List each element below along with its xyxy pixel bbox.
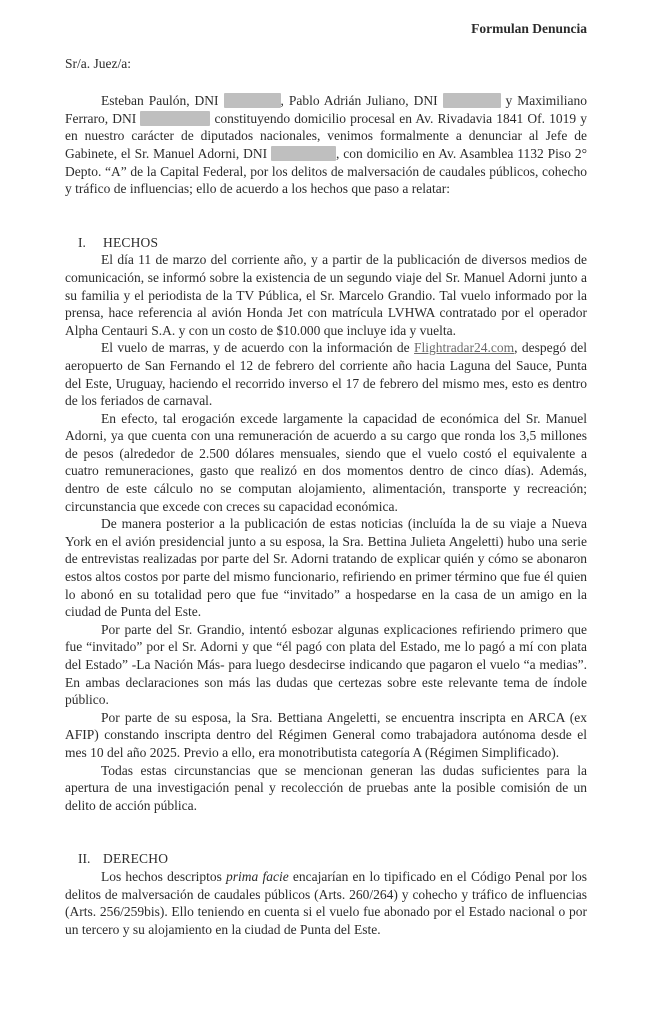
paragraph-hechos-6: Por parte de su esposa, la Sra. Bettiana Angeletti, se encuentra inscripta en ARCA (ex AFIP) constando inscripta dentro del Régimen General como trabajadora autónoma desde el mes 10 del año 2025. Previo a ello, era monotributista categoría A (Régimen Simplificado).	[65, 709, 587, 760]
section-heading-derecho	[65, 850, 587, 868]
salutation: Sr/a. Juez/a:	[65, 55, 131, 71]
derecho-text-run: encajarían en lo tipificado en el Código Penal por los delitos de malversación de caudales públicos (Arts. 260/264) y cohecho y tráfico de influencias (Arts. 256/259bis). Ello teniendo en cuenta si el vuelo fue abonado por el Estado nacional o por un tercero y su alojamiento en la ciudad de Punta del Este.	[65, 868, 588, 937]
paragraph-hechos-7: Todas estas circunstancias que se mencionan generan las dudas suficientes para la apertura de una investigación penal y recolección de pruebas ante la posible comisión de un delito de acción pública.	[65, 762, 587, 813]
document-title: Formulan Denuncia	[471, 21, 587, 36]
redaction-box-dni-juliano	[443, 93, 501, 108]
section-label: HECHOS	[103, 234, 159, 250]
section-number: II.	[78, 851, 91, 867]
paragraph-derecho-1	[65, 868, 587, 938]
intro-text-run: , Pablo Adrián Juliano, DNI	[280, 93, 443, 109]
section-heading-hechos	[65, 234, 587, 252]
section-label: DERECHO	[103, 851, 169, 867]
paragraph-hechos-flight	[65, 339, 587, 409]
redaction-box-dni-adorni	[271, 146, 336, 161]
flightradar-link[interactable]: Flightradar24.com	[414, 340, 515, 356]
redaction-box-dni-paulon	[224, 93, 281, 108]
intro-text-run: constituyendo domicilio procesal en Av. Rivadavia 1841 Of. 1019 y en nuestro carácter de diputados nacionales, venimos formalmente a denunciar al Jefe de Gabinete, el Sr. Manuel Adorni, DNI	[65, 110, 587, 161]
paragraph-hechos-4: De manera posterior a la publicación de estas noticias (incluída la de su viaje a Nueva York en el avión presidencial junto a su esposa, la Sra. Bettina Julieta Angeletti) hubo una serie de entrevistas realizadas por parte del Sr. Adorni tratando de explicar quién y cómo se abonaron estos altos costos por parte del mismo funcionario, refiriendo en primer término que fue él quien lo abonó en su totalidad pero que fue “invitado” a hospedarse en la casa de un amigo en la ciudad de Punta del Este.	[65, 516, 587, 620]
paragraph-hechos-5: Por parte del Sr. Grandio, intentó esbozar algunas explicaciones refiriendo primero que fue “invitado” por el Sr. Adorni y que “él pagó con plata del Estado, me lo pagó a mí con plata del Estado” -La Nación Más- para luego desdecirse indicando que pagaron el vuelo “a medias”. En ambas declaraciones son más las dudas que certezas sobre este relevante tema de índole público.	[65, 621, 587, 708]
paragraph-hechos-3: En efecto, tal erogación excede largamente la capacidad de económica del Sr. Manuel Adorni, ya que cuenta con una remuneración de acuerdo a su cargo que ronda los 3,5 millones de pesos (alrededor de 2.500 dólares mensuales, siendo que el vuelo costó el equivalente a cuatro remuneraciones, gasto que realizó en dos momentos dentro de cinco días). Además, dentro de este cálculo no se computan alojamiento, alimentación, transporte y recreación; circunstancia que excede con creces su capacidad económica.	[65, 410, 587, 514]
intro-paragraph	[65, 92, 587, 198]
intro-text-run: y Maximiliano Ferraro, DNI	[65, 93, 587, 126]
derecho-text-run: Los hechos descriptos	[101, 868, 227, 884]
intro-text-run: , con domicilio en Av. Asamblea 1132 Piso 2° Depto. “A” de la Capital Federal, por los delitos de malversación de caudales públicos, cohecho y tráfico de influencias; ello de acuerdo a los hechos que paso a relatar:	[65, 145, 587, 197]
prima-facie-italic: prima facie	[226, 868, 289, 884]
flight-text-run: El vuelo de marras, y de acuerdo con la información de	[101, 340, 415, 356]
redaction-box-dni-ferraro	[140, 111, 210, 126]
paragraph-hechos-1: El día 11 de marzo del corriente año, y a partir de la publicación de diversos medios de comunicación, se informó sobre la existencia de un segundo viaje del Sr. Manuel Adorni junto a su familia y el periodista de la TV Pública, el Sr. Marcelo Grandio. Tal vuelo informado por la prensa, hace referencia al avión Honda Jet con matrícula LVHWA contratado por el operador Alpha Centauri S.A. y con un costo de $10.000 que incluye ida y vuelta.	[65, 252, 587, 338]
intro-text-run: Esteban Paulón, DNI	[101, 93, 224, 109]
flight-text-run: , despegó del aeropuerto de San Fernando el 12 de febrero del corriente año hacia Laguna del Sauce, Punta del Este, Uruguay, haciendo el recorrido inverso el 17 de febrero del mismo mes, esto es dentro de los feriados de carnaval.	[65, 340, 587, 409]
section-number: I.	[78, 234, 86, 250]
